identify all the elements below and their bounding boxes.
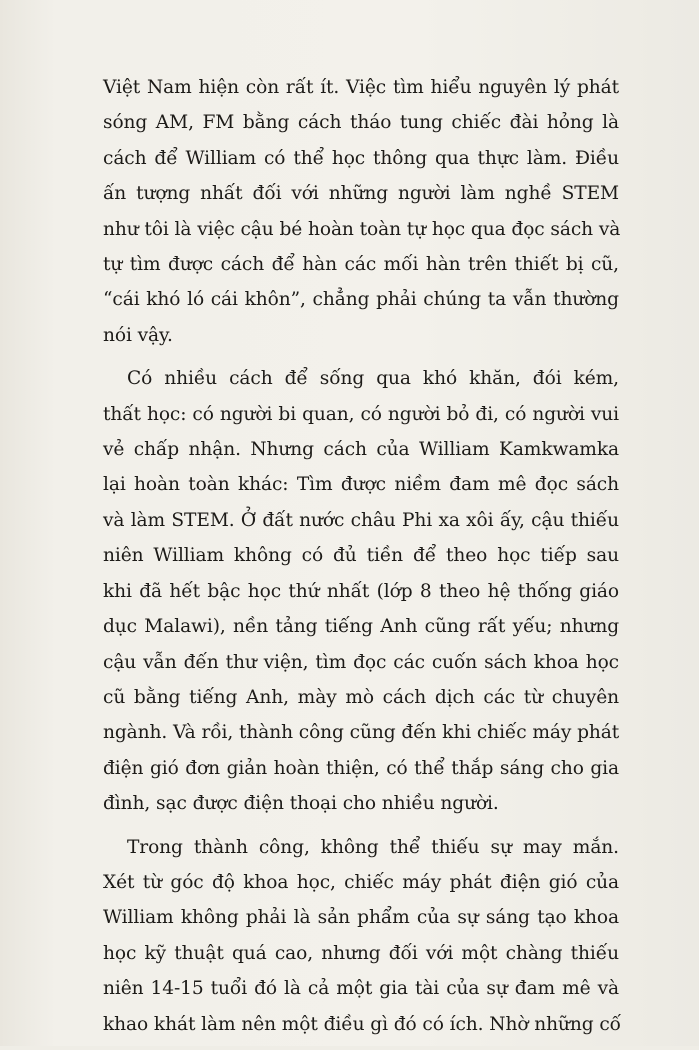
text-line: dục Malawi), nền tảng tiếng Anh cũng rất yếu; nhưng	[103, 616, 619, 638]
text-line: học kỹ thuật quá cao, nhưng đối với một chàng thiếu	[103, 942, 619, 964]
text-line: như tôi là việc cậu bé hoàn toàn tự học qua đọc sách và	[103, 218, 621, 240]
body-text	[103, 70, 619, 1050]
text-line: khi đã hết bậc học thứ nhất (lớp 8 theo hệ thống giáo	[103, 580, 619, 602]
text-line: điện gió đơn giản hoàn thiện, có thể thắp sáng cho gia	[103, 757, 619, 779]
text-line: thất học: có người bi quan, có người bỏ đi, có người vui	[103, 403, 619, 425]
paragraph-3	[103, 830, 619, 1042]
text-line: “cái khó ló cái khôn”, chẳng phải chúng ta vẫn thường	[103, 289, 619, 311]
text-line: đình, sạc được điện thoại cho nhiều người.	[103, 793, 499, 815]
text-line: tự tìm được cách để hàn các mối hàn trên thiết bị cũ,	[103, 254, 619, 276]
text-line: cậu vẫn đến thư viện, tìm đọc các cuốn sách khoa học	[103, 651, 619, 673]
text-line: William không phải là sản phẩm của sự sáng tạo khoa	[103, 907, 619, 929]
text-line: vẻ chấp nhận. Nhưng cách của William Kamkwamka	[103, 439, 619, 461]
text-line: cũ bằng tiếng Anh, mày mò cách dịch các từ chuyên	[103, 686, 619, 708]
text-line: cách để William có thể học thông qua thực làm. Điều	[103, 147, 619, 169]
text-line: Trong thành công, không thể thiếu sự may mắn.	[127, 836, 619, 858]
paragraph-2	[103, 361, 619, 821]
paragraph-1	[103, 70, 619, 353]
text-line: khao khát làm nên một điều gì đó có ích. Nhờ những cố	[103, 1013, 621, 1035]
text-line: Có nhiều cách để sống qua khó khăn, đói kém,	[127, 368, 619, 390]
text-line: Xét từ góc độ khoa học, chiếc máy phát điện gió của	[103, 871, 619, 893]
text-line: và làm STEM. Ở đất nước châu Phi xa xôi ấy, cậu thiếu	[103, 509, 619, 531]
text-line: ấn tượng nhất đối với những người làm nghề STEM	[103, 183, 619, 205]
text-line: niên 14-15 tuổi đó là cả một gia tài của sự đam mê và	[103, 978, 619, 1000]
text-line: lại hoàn toàn khác: Tìm được niềm đam mê đọc sách	[103, 474, 619, 496]
text-line: nói vậy.	[103, 324, 173, 346]
text-line: niên William không có đủ tiền để theo học tiếp sau	[103, 545, 619, 567]
text-line: ngành. Và rồi, thành công cũng đến khi chiếc máy phát	[103, 722, 620, 744]
text-line: Việt Nam hiện còn rất ít. Việc tìm hiểu nguyên lý phát	[103, 77, 619, 98]
text-line: sóng AM, FM bằng cách tháo tung chiếc đài hỏng là	[103, 112, 619, 134]
